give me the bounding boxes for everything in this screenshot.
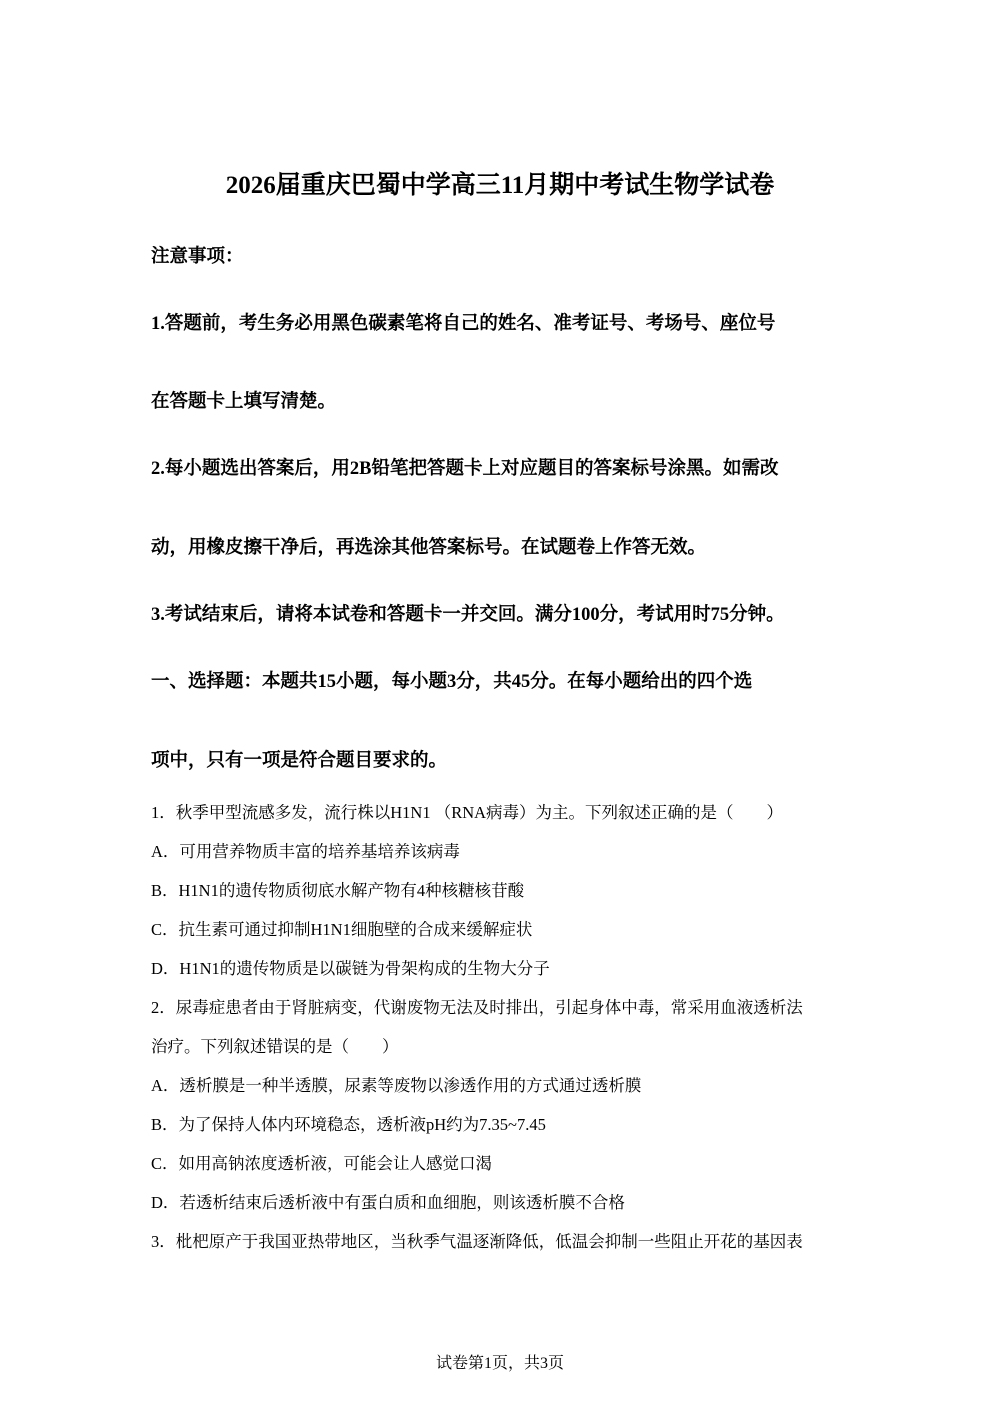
question-1-option-b: B．H1N1的遗传物质彻底水解产物有4种核糖核苷酸 <box>151 881 525 900</box>
question-2-stem-line-1: 2．尿毒症患者由于肾脏病变，代谢废物无法及时排出，引起身体中毒，常采用血液透析法 <box>151 998 803 1017</box>
page-footer: 试卷第1页，共3页 <box>435 1355 564 1372</box>
notice-line-2: 在答题卡上填写清楚。 <box>151 392 337 412</box>
question-1-option-a: A．可用营养物质丰富的培养基培养该病毒 <box>151 842 460 861</box>
question-2-option-a: A．透析膜是一种半透膜，尿素等废物以渗透作用的方式通过透析膜 <box>151 1076 642 1095</box>
question-2-option-d: D．若透析结束后透析液中有蛋白质和血细胞，则该透析膜不合格 <box>151 1193 625 1212</box>
exam-title: 2026届重庆巴蜀中学高三11月期中考试生物学试卷 <box>225 172 775 199</box>
question-3-stem: 3．枇杷原产于我国亚热带地区，当秋季气温逐渐降低，低温会抑制一些阻止开花的基因表 <box>151 1232 803 1251</box>
section-heading-line-1: 一、选择题：本题共15小题，每小题3分，共45分。在每小题给出的四个选 <box>151 672 753 692</box>
question-2-option-c: C．如用高钠浓度透析液，可能会让人感觉口渴 <box>151 1154 493 1173</box>
question-1-option-c: C．抗生素可通过抑制H1N1细胞壁的合成来缓解症状 <box>151 920 533 939</box>
notice-line-1: 1.答题前，考生务必用黑色碳素笔将自己的姓名、准考证号、考场号、座位号 <box>151 314 776 334</box>
question-2-option-b: B．为了保持人体内环境稳态，透析液pH约为7.35~7.45 <box>151 1115 546 1134</box>
notice-line-4: 动，用橡皮擦干净后，再选涂其他答案标号。在试题卷上作答无效。 <box>151 538 707 558</box>
notice-line-3: 2.每小题选出答案后，用2B铅笔把答题卡上对应题目的答案标号涂黑。如需改 <box>151 459 779 479</box>
section-heading-line-2: 项中，只有一项是符合题目要求的。 <box>151 751 448 771</box>
notice-heading: 注意事项： <box>151 247 244 267</box>
question-1-stem: 1．秋季甲型流感多发，流行株以H1N1 （RNA病毒）为主。下列叙述正确的是（ ） <box>151 803 784 822</box>
question-1-option-d: D．H1N1的遗传物质是以碳链为骨架构成的生物大分子 <box>151 959 550 978</box>
question-2-stem-line-2: 治疗。下列叙述错误的是（ ） <box>151 1037 399 1056</box>
notice-line-5: 3.考试结束后，请将本试卷和答题卡一并交回。满分100分，考试用时75分钟。 <box>151 605 785 625</box>
